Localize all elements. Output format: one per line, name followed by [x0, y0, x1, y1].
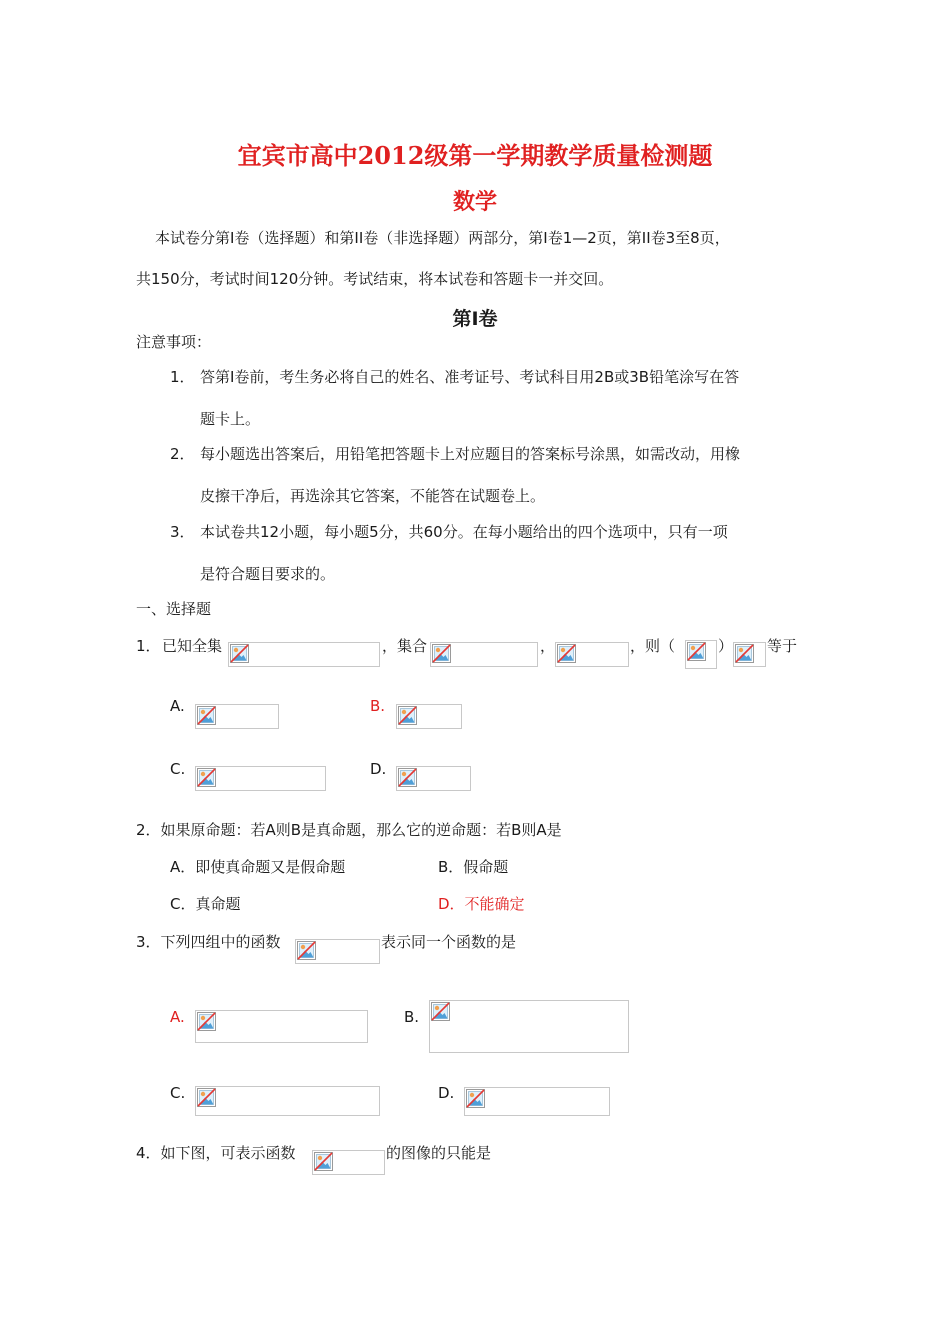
page-title: 宜宾市高中2012级第一学期教学质量检测题 — [237, 141, 713, 170]
formula-image — [228, 642, 380, 667]
option-label: D. — [370, 760, 387, 778]
question-text: ，集合 — [382, 637, 428, 655]
question-text: 的图像的只能是 — [386, 1144, 492, 1162]
question-text: 表示同一个函数的是 — [381, 933, 517, 951]
option-formula-image — [396, 766, 471, 791]
notice-item-text: 是符合题目要求的。 — [200, 565, 336, 583]
intro-line-1: 本试卷分第I卷（选择题）和第II卷（非选择题）两部分，第I卷1—2页，第II卷3至8页， — [155, 229, 730, 247]
notice-item-text: 答第I卷前，考生务必将自己的姓名、准考证号、考试科目用2B或3B铅笔涂写在答 — [200, 368, 740, 386]
option-formula-image — [396, 704, 462, 729]
notice-item-number: 3． — [170, 523, 195, 541]
option-text: A．即使真命题又是假命题 — [170, 858, 346, 876]
broken-image-icon — [557, 644, 576, 663]
option-text: D．不能确定 — [438, 895, 525, 913]
broken-image-icon — [197, 768, 216, 787]
broken-image-icon — [398, 768, 417, 787]
broken-image-icon — [297, 941, 316, 960]
option-text: B．假命题 — [438, 858, 509, 876]
broken-image-icon — [398, 706, 417, 725]
broken-image-icon — [230, 644, 249, 663]
option-label: C. — [170, 760, 186, 778]
broken-image-icon — [431, 1002, 450, 1021]
notice-heading: 注意事项： — [136, 333, 212, 351]
volume-title: 第I卷 — [452, 308, 498, 330]
subject-title: 数学 — [452, 189, 497, 215]
option-label: A. — [170, 1008, 185, 1026]
question-text: 等于 — [767, 637, 798, 655]
question-text: ） — [718, 637, 734, 655]
option-label: A. — [170, 697, 185, 715]
option-label: C. — [170, 1084, 186, 1102]
broken-image-icon — [466, 1089, 485, 1108]
formula-image — [733, 642, 766, 667]
notice-item-number: 2． — [170, 445, 195, 463]
broken-image-icon — [197, 1012, 216, 1031]
intro-line-2: 共150分，考试时间120分钟。考试结束，将本试卷和答题卡一并交回。 — [136, 270, 614, 288]
formula-image — [312, 1150, 385, 1175]
notice-item-text: 题卡上。 — [200, 410, 261, 428]
option-label: B. — [404, 1008, 420, 1026]
broken-image-icon — [197, 1088, 216, 1107]
option-label: D. — [438, 1084, 455, 1102]
question-text: ， — [540, 637, 556, 655]
option-formula-image — [195, 1010, 368, 1043]
notice-item-text: 皮擦干净后，再选涂其它答案，不能答在试题卷上。 — [200, 487, 546, 505]
question-number: 1． — [136, 637, 161, 655]
section-heading: 一、选择题 — [136, 600, 212, 618]
question-text: 4．如下图，可表示函数 — [136, 1144, 296, 1162]
formula-image — [685, 640, 717, 669]
broken-image-icon — [314, 1152, 333, 1171]
option-formula-image — [195, 704, 279, 729]
question-text: 3．下列四组中的函数 — [136, 933, 281, 951]
broken-image-icon — [432, 644, 451, 663]
formula-image — [430, 642, 538, 667]
formula-image — [555, 642, 629, 667]
question-text: 已知全集 — [162, 637, 223, 655]
question-text: ，则（ — [630, 637, 676, 655]
broken-image-icon — [735, 644, 754, 663]
option-formula-image — [195, 766, 326, 791]
notice-item-text: 本试卷共12小题，每小题5分，共60分。在每小题给出的四个选项中，只有一项 — [200, 523, 728, 541]
broken-image-icon — [687, 642, 706, 661]
option-label: B. — [370, 697, 386, 715]
question-text: 2．如果原命题：若A则B是真命题，那么它的逆命题：若B则A是 — [136, 821, 562, 839]
notice-item-text: 每小题选出答案后，用铅笔把答题卡上对应题目的答案标号涂黑，如需改动，用橡 — [200, 445, 741, 463]
option-formula-image — [464, 1087, 610, 1116]
option-formula-image — [429, 1000, 629, 1053]
option-text: C．真命题 — [170, 895, 241, 913]
option-formula-image — [195, 1086, 380, 1116]
broken-image-icon — [197, 706, 216, 725]
notice-item-number: 1． — [170, 368, 195, 386]
formula-image — [295, 939, 380, 964]
